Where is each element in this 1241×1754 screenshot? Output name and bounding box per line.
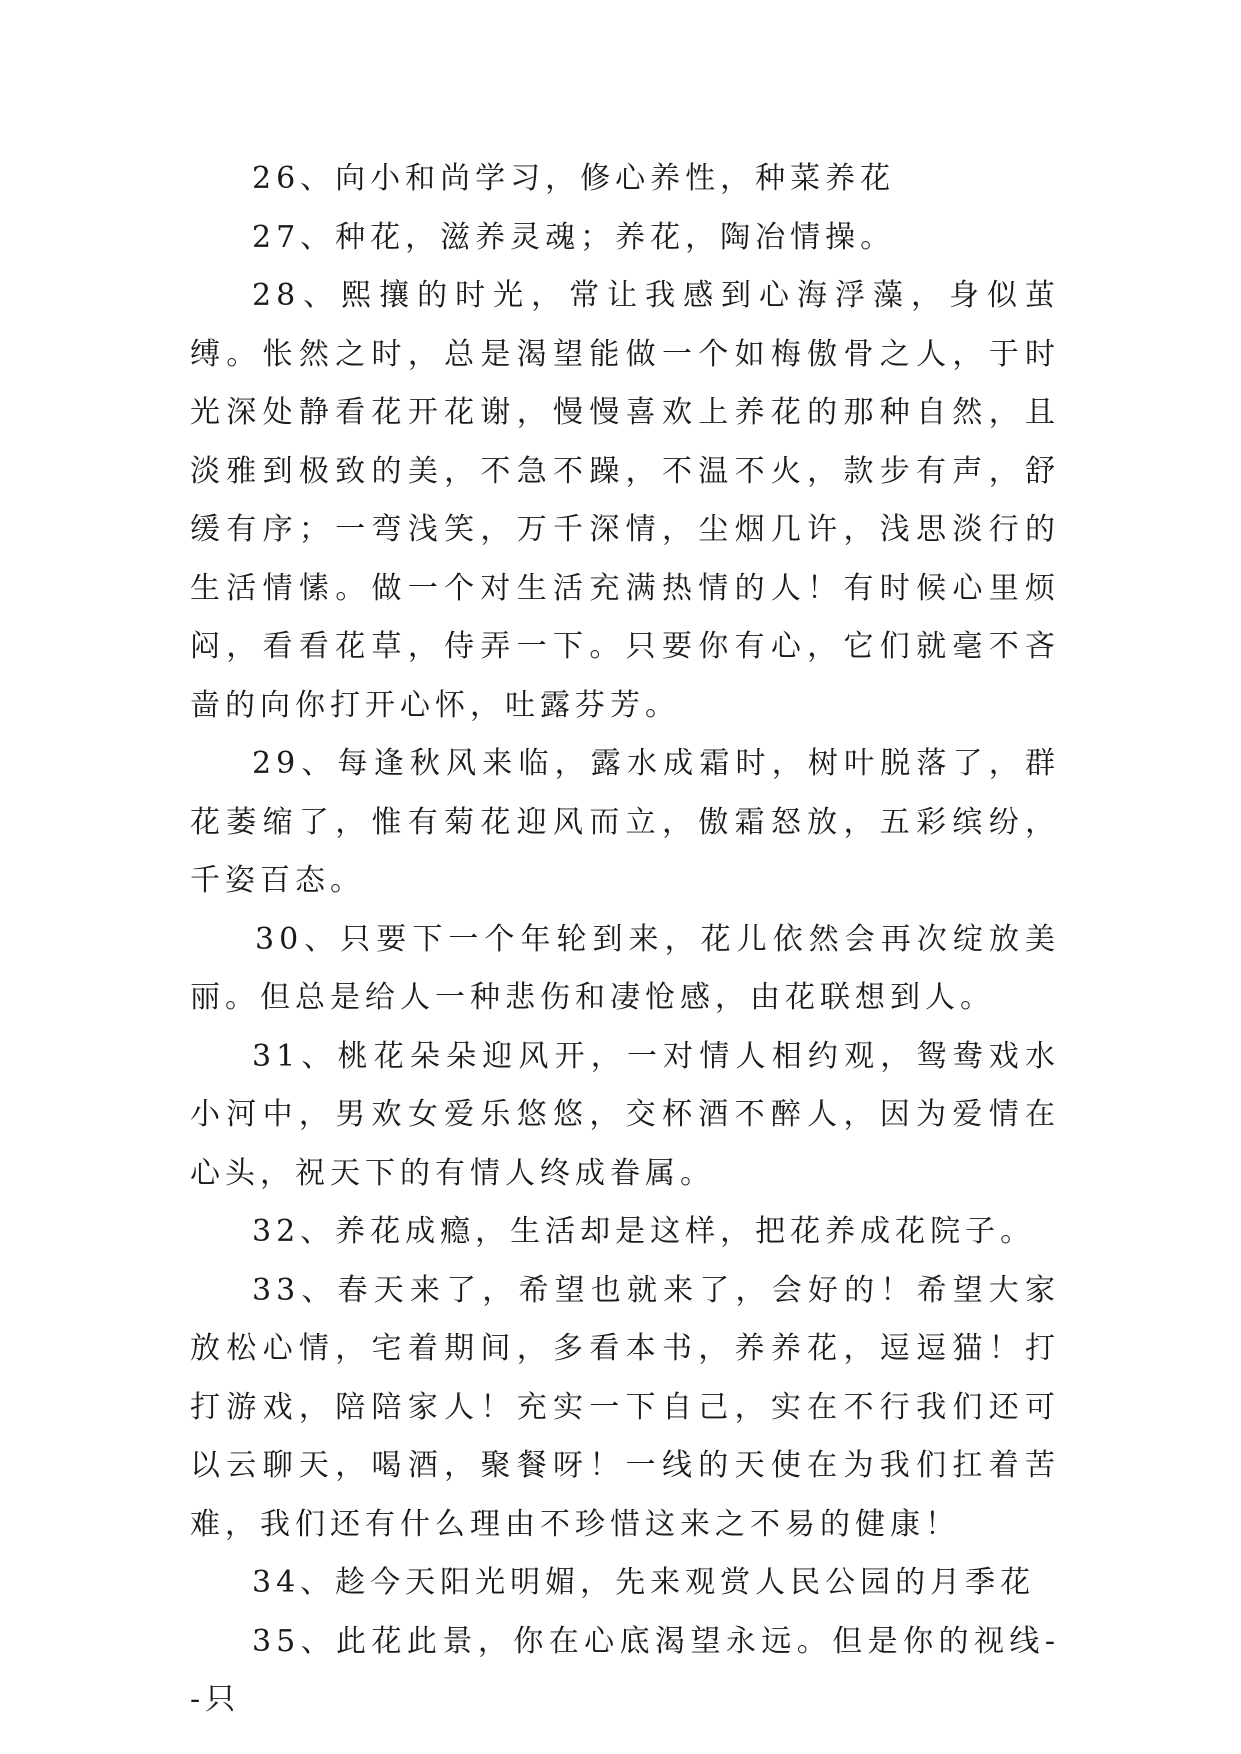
- paragraph-28: 28、熙攘的时光，常让我感到心海浮藻，身似茧缚。怅然之时，总是渴望能做一个如梅傲骨之人，于时光深处静看花开花谢，慢慢喜欢上养花的那种自然，且淡雅到极致的美，不急不躁，不温不火，款步有声，舒缓有序；一弯浅笑，万千深情，尘烟几许，浅思淡行的生活情愫。做一个对生活充满热情的人！有时候心里烦闷，看看花草，侍弄一下。只要你有心，它们就毫不吝啬的向你打开心怀，吐露芬芳。: [190, 278, 1060, 723]
- paragraph-31: 31、桃花朵朵迎风开，一对情人相约观，鸳鸯戏水小河中，男欢女爱乐悠悠，交杯酒不醉人，因为爱情在心头，祝天下的有情人终成眷属。: [190, 1038, 1060, 1191]
- paragraph-27: 27、种花，滋养灵魂；养花，陶冶情操。: [252, 219, 896, 255]
- paragraph-30: 30、只要下一个年轮到来，花儿依然会再次绽放美丽。但总是给人一种悲伤和凄怆感，由花联想到人。: [190, 921, 1060, 1015]
- paragraph-35: 35、此花此景，你在心底渴望永远。但是你的视线--只: [190, 1623, 1060, 1717]
- paragraph-29: 29、每逢秋风来临，露水成霜时，树叶脱落了，群花萎缩了，惟有菊花迎风而立，傲霜怒放，五彩缤纷，千姿百态。: [190, 746, 1060, 898]
- document-body: [190, 150, 1060, 1730]
- paragraph-33: 33、春天来了，希望也就来了，会好的！希望大家放松心情，宅着期间，多看本书，养养花，逗逗猫！打打游戏，陪陪家人！充实一下自己，实在不行我们还可以云聊天，喝酒，聚餐呀！一线的天使在为我们扛着苦难，我们还有什么理由不珍惜这来之不易的健康！: [190, 1272, 1060, 1542]
- paragraph-32: 32、养花成瘾，生活却是这样，把花养成花院子。: [252, 1214, 1036, 1249]
- paragraph-34: 34、趁今天阳光明媚，先来观赏人民公园的月季花: [252, 1565, 1036, 1600]
- paragraph-26: 26、向小和尚学习，修心养性，种菜养花: [252, 161, 896, 196]
